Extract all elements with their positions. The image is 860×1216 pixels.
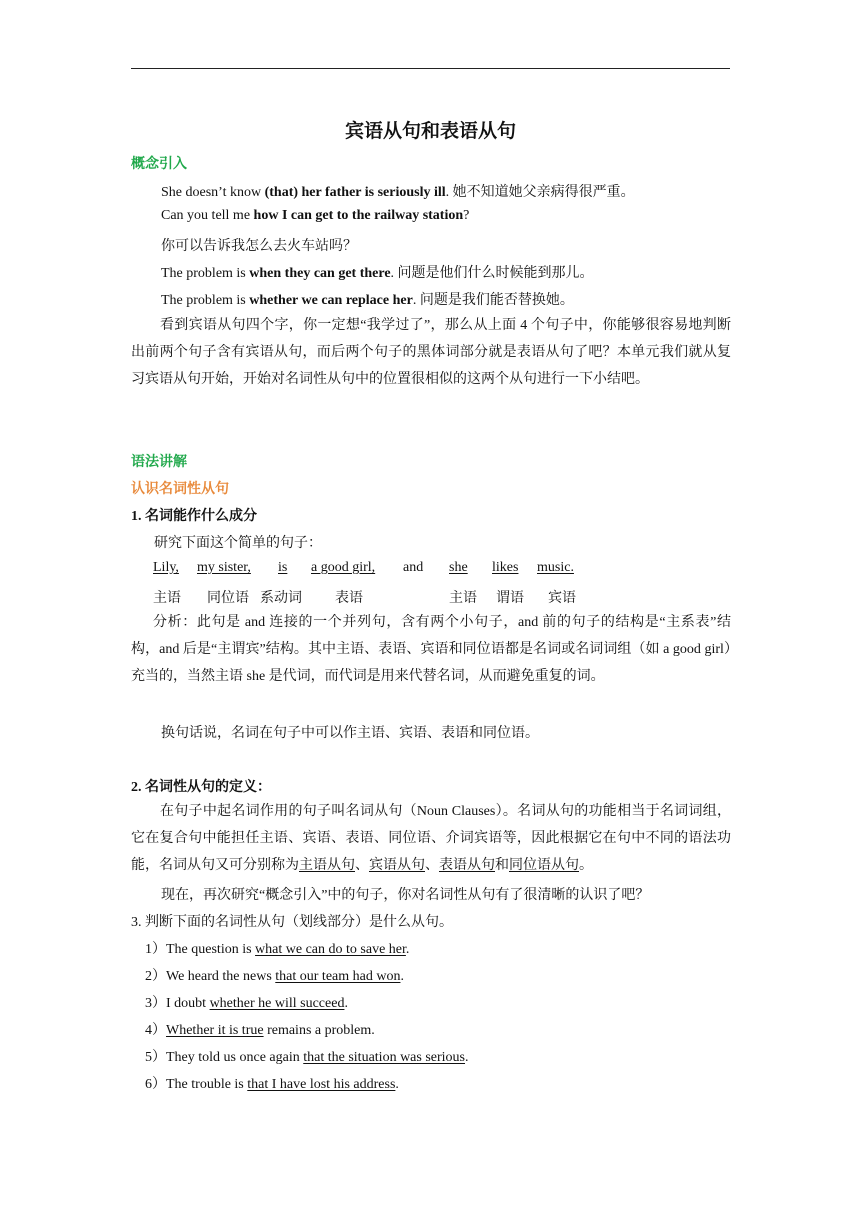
item-number: 1）: [145, 942, 166, 957]
definition-text: 在句子中起名词作用的句子叫名词从句（Noun Clauses）。名词从句的功能相当于名词词组，它在复合句中能担任主语、宾语、表语、同位语、介词宾语等，因此根据它在句中不同的语法功能，名词从句又可分别称为: [131, 804, 731, 873]
example-sentence-4: [161, 289, 761, 309]
heading-2: 2. 名词性从句的定义：: [131, 780, 271, 795]
summary-line: 换句话说，名词在句子中可以作主语、宾语、表语和同位语。: [161, 726, 539, 741]
item-clause: that I have lost his address: [247, 1077, 396, 1092]
item-number: 4）: [145, 1023, 166, 1038]
separator: 和: [495, 858, 509, 873]
example-3-translation: . 问题是他们什么时候能到那儿。: [390, 266, 594, 281]
item-lead: We heard the news: [166, 969, 276, 984]
sentence-word: my sister,: [197, 560, 251, 575]
heading-1-intro: 研究下面这个简单的句子：: [154, 536, 322, 551]
item-lead: The question is: [166, 942, 256, 957]
review-line: 现在，再次研究“概念引入”中的句子，你对名词性从句有了很清晰的认识了吧？: [161, 888, 650, 903]
subheading-noun-clauses: 认识名词性从句: [131, 482, 229, 497]
separator: 、: [355, 858, 369, 873]
role-label: 表语: [335, 591, 363, 606]
example-3-clause: when they can get there: [249, 266, 391, 281]
sentence-word: and: [403, 560, 424, 575]
heading-1: 1. 名词能作什么成分: [131, 509, 257, 524]
exercise-item: [145, 965, 745, 985]
item-number: 2）: [145, 969, 166, 984]
role-label: 同位语: [207, 591, 249, 606]
item-end: .: [400, 969, 404, 984]
exercise-item: [145, 992, 745, 1012]
exercise-item: [145, 938, 745, 958]
role-label: 宾语: [548, 591, 576, 606]
sentence-word: a good girl,: [311, 560, 376, 575]
page-title: 宾语从句和表语从句: [344, 121, 516, 142]
section-heading-grammar: 语法讲解: [131, 455, 187, 470]
item-end: .: [405, 942, 410, 957]
definition-end: 。: [579, 858, 593, 873]
item-number: 5）: [145, 1050, 166, 1065]
exercise-item: [145, 1019, 745, 1039]
example-1-clause: (that) her father is seriously ill: [264, 185, 446, 200]
item-end: .: [344, 996, 348, 1011]
example-4-translation: . 问题是我们能否替换她。: [412, 293, 574, 308]
term-appositive-clause: 同位语从句: [509, 858, 579, 873]
example-2-lead: Can you tell me: [161, 208, 254, 223]
example-2-clause: how I can get to the railway station: [253, 208, 464, 223]
item-clause: what we can do to save her: [255, 942, 406, 957]
example-sentence-2-translation: 你可以告诉我怎么去火车站吗？: [161, 239, 357, 254]
header-rule: [131, 68, 730, 69]
sentence-word: is: [278, 560, 288, 575]
example-2-end: ?: [463, 208, 470, 223]
example-sentence-3: [161, 262, 761, 282]
intro-paragraph: 看到宾语从句四个字，你一定想“我学过了”，那么从上面 4 个句子中，你能够很容易地判断出前两个句子含有宾语从句，而后两个句子的黑体词部分就是表语从句了吧？本单元我们就从复习宾语从句开始，开始对名词性从句中的位置很相似的这两个从句进行一下小结吧。: [131, 318, 731, 387]
example-4-clause: whether we can replace her: [249, 293, 413, 308]
item-clause: that our team had won: [275, 969, 401, 984]
item-end: remains a problem.: [263, 1023, 375, 1038]
term-subject-clause: 主语从句: [299, 858, 355, 873]
section-heading-intro: 概念引入: [131, 157, 187, 172]
sentence-word: music.: [537, 560, 574, 575]
item-end: .: [465, 1050, 469, 1065]
sentence-word: Lily,: [153, 560, 179, 575]
exercise-item: [145, 1073, 745, 1093]
sentence-word: likes: [492, 560, 519, 575]
item-number: 6）: [145, 1077, 166, 1092]
item-number: 3）: [145, 996, 166, 1011]
item-clause: that the situation was serious: [303, 1050, 466, 1065]
item-end: .: [395, 1077, 399, 1092]
example-1-lead: She doesn’t know: [161, 185, 265, 200]
role-label: 主语: [153, 591, 181, 606]
term-object-clause: 宾语从句: [369, 858, 425, 873]
definition-paragraph: [131, 798, 731, 879]
role-label: 系动词: [260, 591, 302, 606]
example-3-lead: The problem is: [161, 266, 250, 281]
heading-3: 3. 判断下面的名词性从句（划线部分）是什么从句。: [131, 915, 453, 930]
item-lead: The trouble is: [166, 1077, 248, 1092]
role-label: 主语: [449, 591, 477, 606]
role-label: 谓语: [496, 591, 524, 606]
separator: 、: [425, 858, 439, 873]
analysis-paragraph: 分析：此句是 and 连接的一个并列句，含有两个小句子，and 前的句子的结构是“主系表”结构，and 后是“主谓宾”结构。其中主语、表语、宾语和同位语都是名词或名词词组（如 a good girl）充当的，当然主语 she 是代词，而代词是用来代替名词，从而避免重复的词。: [131, 615, 731, 684]
example-1-translation: . 她不知道她父亲病得很严重。: [445, 185, 635, 200]
example-4-lead: The problem is: [161, 293, 250, 308]
exercise-item: [145, 1046, 745, 1066]
sentence-word: she: [449, 560, 468, 575]
item-lead: They told us once again: [166, 1050, 304, 1065]
item-lead: I doubt: [166, 996, 210, 1011]
item-clause: Whether it is true: [166, 1023, 264, 1038]
example-sentence-2: [161, 208, 761, 224]
example-sentence-1: [161, 181, 761, 201]
item-clause: whether he will succeed: [209, 996, 345, 1011]
term-predicative-clause: 表语从句: [439, 858, 495, 873]
